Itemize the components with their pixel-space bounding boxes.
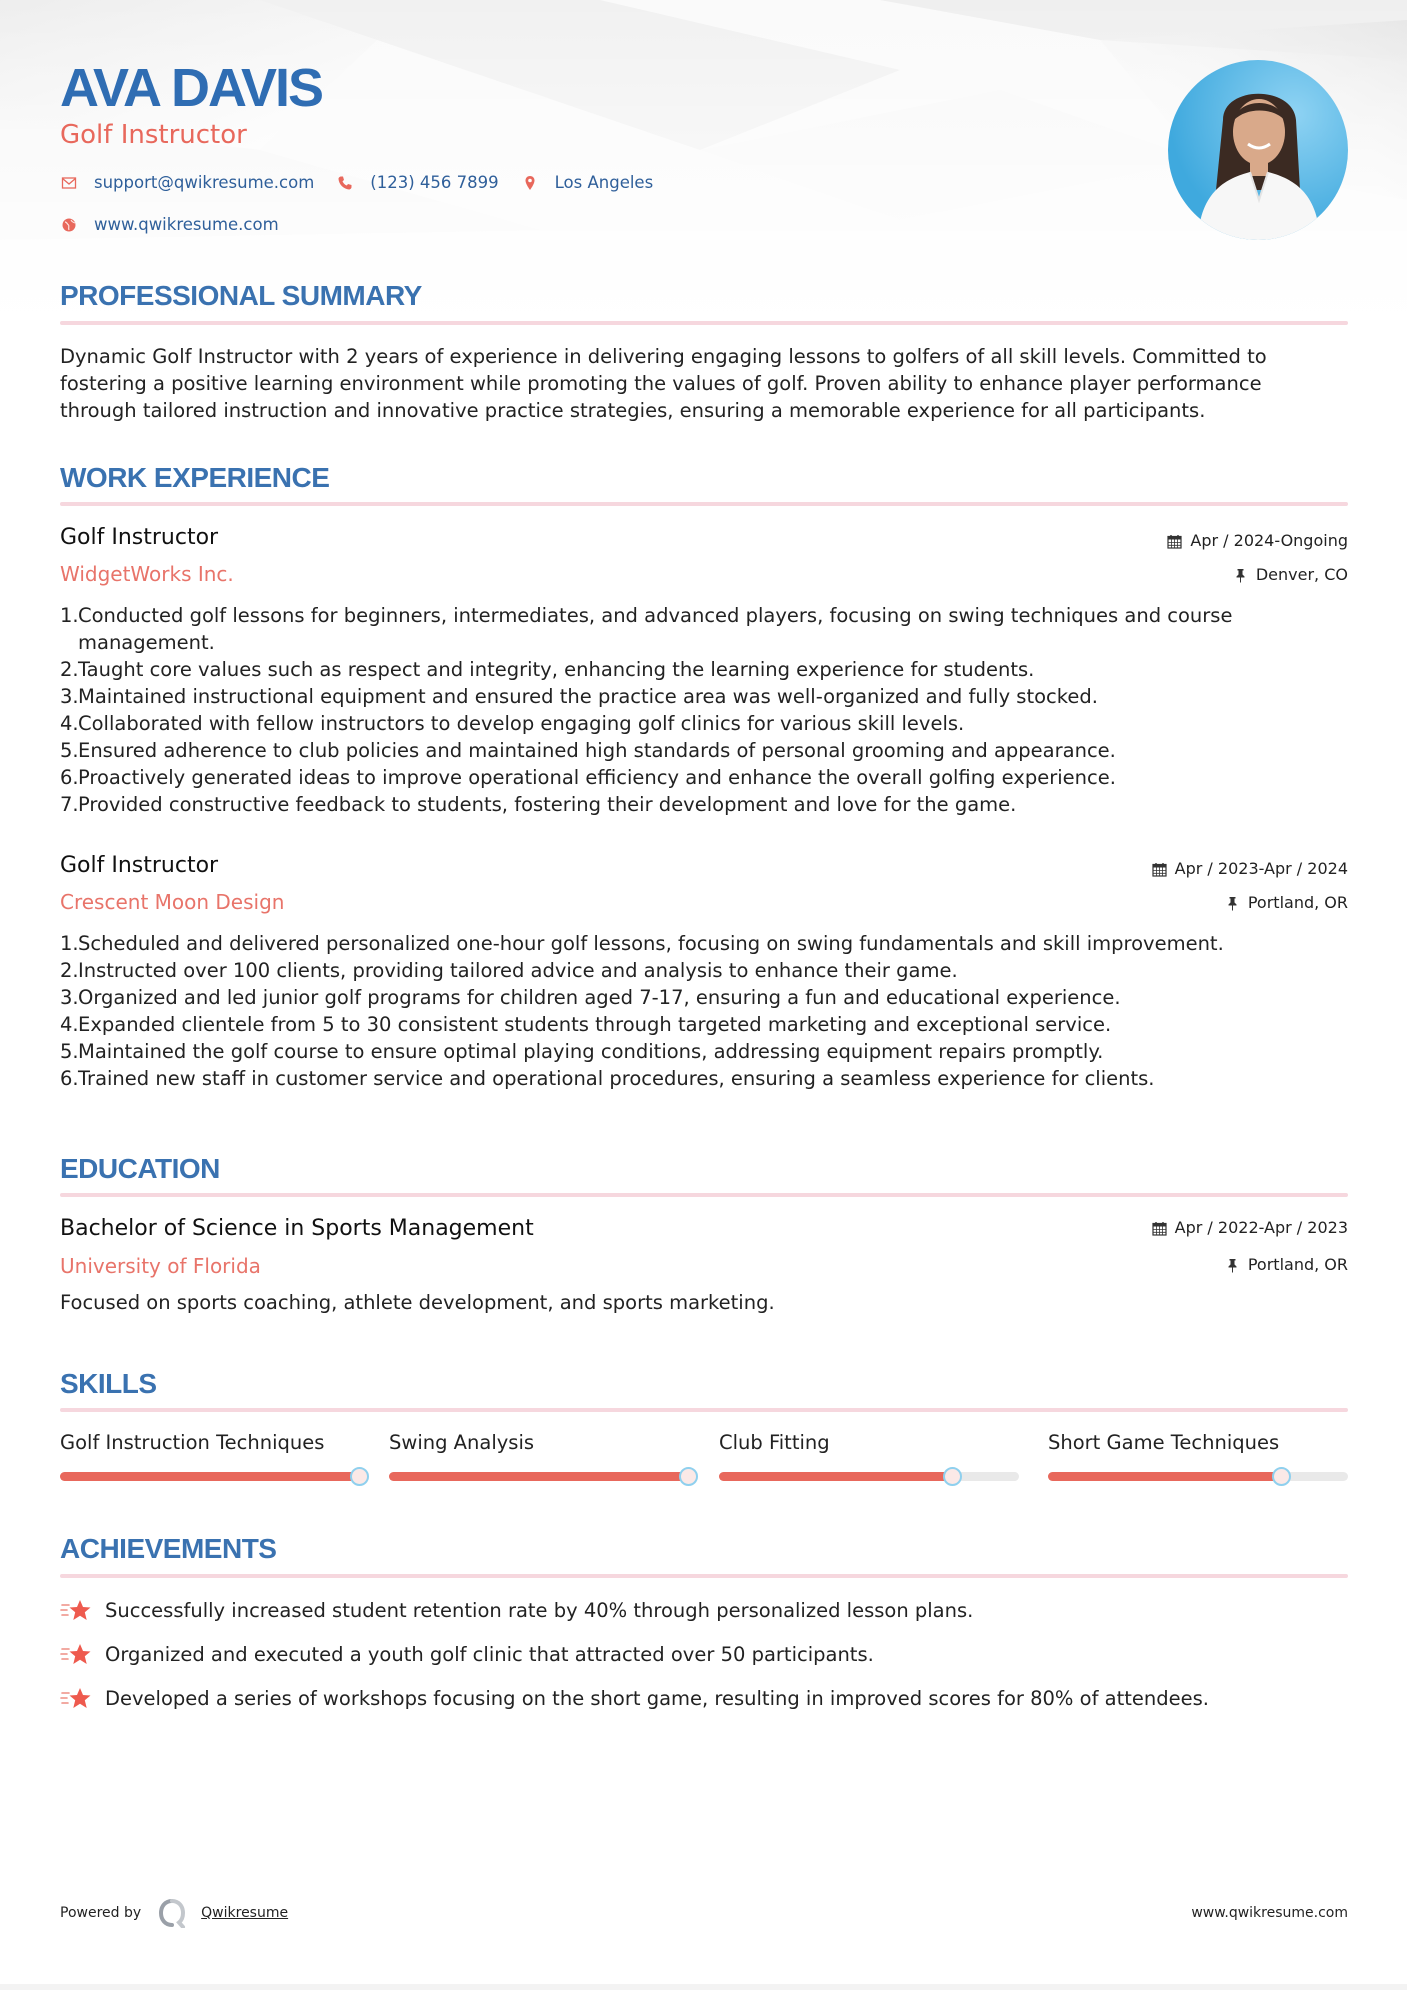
- contact-phone[interactable]: [336, 173, 498, 192]
- skill-bar-knob: [350, 1467, 369, 1486]
- section-heading-experience: WORK EXPERIENCE: [60, 462, 330, 493]
- list-text-line: management.: [78, 631, 215, 654]
- contact-row: [60, 173, 675, 192]
- education-location-text: Portland, OR: [1247, 1255, 1348, 1274]
- list-item: [60, 930, 1350, 957]
- summary-line: through tailored instruction and innovative practice strategies, ensuring a memorable experience for all participants.: [60, 399, 1206, 422]
- calendar-icon: [1152, 1221, 1167, 1236]
- footer-powered-by: [60, 1898, 288, 1928]
- list-text: Organized and led junior golf programs for children aged 7-17, ensuring a fun and educational experience.: [78, 986, 1121, 1009]
- summary-line: Dynamic Golf Instructor with 2 years of experience in delivering engaging lessons to golfers of all skill levels. Committed to: [60, 345, 1267, 368]
- achievement-text: Successfully increased student retention rate by 40% through personalized lesson plans.: [105, 1599, 974, 1622]
- section-heading-education: EDUCATION: [60, 1153, 220, 1184]
- pushpin-icon: [1225, 896, 1240, 911]
- list-item: [60, 957, 1350, 984]
- skill-bar-fill: [389, 1472, 689, 1481]
- list-text-line: Conducted golf lessons for beginners, intermediates, and advanced players, focusing on swing techniques and course: [78, 604, 1233, 627]
- skill-bar-fill: [719, 1472, 953, 1481]
- globe-icon: [60, 216, 78, 234]
- list-number: 4.: [60, 1013, 79, 1036]
- job-dates-text: Apr / 2023-Apr / 2024: [1174, 859, 1348, 878]
- list-number: 3.: [60, 986, 79, 1009]
- achievement-item: [60, 1641, 874, 1669]
- qwikresume-link[interactable]: Qwikresume: [201, 1905, 289, 1921]
- skill-item: [719, 1430, 1019, 1456]
- list-number: 7.: [60, 793, 79, 816]
- phone-text: (123) 456 7899: [370, 173, 499, 192]
- job-location: [1225, 893, 1348, 913]
- skill-item: [389, 1430, 689, 1456]
- list-number: 2.: [60, 959, 79, 982]
- list-number: 1.: [60, 604, 79, 627]
- job-dates: [1152, 859, 1348, 879]
- job-dates-text: Apr / 2024-Ongoing: [1190, 531, 1348, 550]
- list-text: Instructed over 100 clients, providing tailored advice and analysis to enhance their game.: [78, 959, 958, 982]
- skill-bar: [719, 1472, 1019, 1481]
- list-item: [60, 602, 1350, 656]
- skill-label: Swing Analysis: [389, 1431, 535, 1454]
- star-icon: [60, 1641, 92, 1669]
- email-text: support@qwikresume.com: [94, 173, 315, 192]
- list-item: [60, 737, 1350, 764]
- list-item: [60, 683, 1350, 710]
- list-text: Ensured adherence to club policies and maintained high standards of personal grooming and appearance.: [78, 739, 1116, 762]
- footer-website[interactable]: www.qwikresume.com: [1191, 1905, 1348, 1921]
- education-description: Focused on sports coaching, athlete development, and sports marketing.: [60, 1291, 775, 1314]
- list-text: Trained new staff in customer service and operational procedures, ensuring a seamless experience for clients.: [78, 1067, 1155, 1090]
- location-text: Los Angeles: [554, 173, 654, 192]
- job-location-text: Portland, OR: [1247, 893, 1348, 912]
- skill-bar: [60, 1472, 360, 1481]
- list-number: 5.: [60, 739, 79, 762]
- star-icon: [60, 1685, 92, 1713]
- achievement-text: Organized and executed a youth golf clinic that attracted over 50 participants.: [105, 1643, 874, 1666]
- profile-photo: [1168, 60, 1348, 240]
- contact-row-2: [60, 215, 301, 234]
- pushpin-icon: [1233, 568, 1248, 583]
- job-dates: [1167, 531, 1348, 551]
- skill-label: Club Fitting: [719, 1431, 830, 1454]
- list-text: Taught core values such as respect and integrity, enhancing the learning experience for students.: [78, 658, 1035, 681]
- job-location: [1233, 565, 1348, 585]
- skill-item: [1048, 1430, 1348, 1456]
- qwikresume-logo-icon: [157, 1898, 187, 1928]
- achievement-item: [60, 1685, 1209, 1713]
- summary-text: [60, 343, 1350, 424]
- skill-bar-fill: [1048, 1472, 1282, 1481]
- pushpin-icon: [1225, 1258, 1240, 1273]
- divider: [60, 502, 1348, 506]
- list-item: [60, 710, 1350, 737]
- achievement-text: Developed a series of workshops focusing on the short game, resulting in improved scores for 80% of attendees.: [105, 1687, 1209, 1710]
- skill-bar-fill: [60, 1472, 360, 1481]
- education-dates-text: Apr / 2022-Apr / 2023: [1174, 1218, 1348, 1237]
- job-bullets: [60, 930, 1350, 1092]
- skill-label: Short Game Techniques: [1048, 1431, 1280, 1454]
- map-pin-icon: [521, 174, 539, 192]
- list-item: [60, 656, 1350, 683]
- job-bullets: [60, 602, 1350, 818]
- achievement-item: [60, 1597, 973, 1625]
- list-number: 1.: [60, 932, 79, 955]
- company-name: WidgetWorks Inc.: [60, 562, 234, 586]
- section-heading-achievements: ACHIEVEMENTS: [60, 1533, 277, 1564]
- page-bottom-edge: [0, 1984, 1407, 1990]
- list-text: Scheduled and delivered personalized one-hour golf lessons, focusing on swing fundamentals and skill improvement.: [78, 932, 1224, 955]
- list-number: 6.: [60, 1067, 79, 1090]
- section-heading-summary: PROFESSIONAL SUMMARY: [60, 280, 422, 311]
- job-location-text: Denver, CO: [1255, 565, 1348, 584]
- divider: [60, 321, 1348, 325]
- phone-icon: [336, 174, 354, 192]
- job-title: Golf Instructor: [60, 525, 219, 550]
- list-item: [60, 984, 1350, 1011]
- skill-label: Golf Instruction Techniques: [60, 1431, 325, 1454]
- list-number: 4.: [60, 712, 79, 735]
- skill-bar: [1048, 1472, 1348, 1481]
- summary-line: fostering a positive learning environment while promoting the values of golf. Proven ability to enhance player performance: [60, 372, 1262, 395]
- contact-email[interactable]: [60, 173, 314, 192]
- list-text: Maintained the golf course to ensure optimal playing conditions, addressing equipment repairs promptly.: [78, 1040, 1104, 1063]
- list-text: [78, 602, 1350, 656]
- skill-bar-knob: [943, 1467, 962, 1486]
- star-icon: [60, 1597, 92, 1625]
- skill-item: [60, 1430, 360, 1456]
- list-item: [60, 764, 1350, 791]
- education-dates: [1152, 1218, 1348, 1238]
- section-heading-skills: SKILLS: [60, 1368, 157, 1399]
- divider: [60, 1193, 1348, 1197]
- calendar-icon: [1167, 534, 1182, 549]
- list-text: Provided constructive feedback to students, fostering their development and love for the game.: [78, 793, 1017, 816]
- contact-location: [521, 173, 654, 192]
- list-number: 6.: [60, 766, 79, 789]
- website-text: www.qwikresume.com: [94, 215, 279, 234]
- calendar-icon: [1152, 862, 1167, 877]
- job-title: Golf Instructor: [60, 853, 219, 878]
- list-number: 2.: [60, 658, 79, 681]
- list-number: 5.: [60, 1040, 79, 1063]
- list-item: [60, 791, 1350, 818]
- list-text: Proactively generated ideas to improve operational efficiency and enhance the overall golfing experience.: [78, 766, 1116, 789]
- list-text: Maintained instructional equipment and ensured the practice area was well-organized and fully stocked.: [78, 685, 1098, 708]
- list-text: Collaborated with fellow instructors to develop engaging golf clinics for various skill levels.: [78, 712, 965, 735]
- candidate-title: Golf Instructor: [60, 120, 247, 150]
- list-item: [60, 1011, 1350, 1038]
- list-item: [60, 1065, 1350, 1092]
- divider: [60, 1574, 1348, 1578]
- candidate-name: AVA DAVIS: [60, 58, 323, 118]
- degree-title: Bachelor of Science in Sports Management: [60, 1216, 534, 1241]
- skill-bar: [389, 1472, 689, 1481]
- contact-website[interactable]: [60, 215, 279, 234]
- school-name: University of Florida: [60, 1254, 261, 1278]
- list-item: [60, 1038, 1350, 1065]
- skill-bar-knob: [1272, 1467, 1291, 1486]
- education-location: [1225, 1255, 1348, 1275]
- company-name: Crescent Moon Design: [60, 890, 285, 914]
- divider: [60, 1408, 1348, 1412]
- list-text: Expanded clientele from 5 to 30 consistent students through targeted marketing and exceptional service.: [78, 1013, 1112, 1036]
- skill-bar-knob: [679, 1467, 698, 1486]
- powered-by-label: Powered by: [60, 1905, 142, 1921]
- envelope-icon: [60, 174, 78, 192]
- list-number: 3.: [60, 685, 79, 708]
